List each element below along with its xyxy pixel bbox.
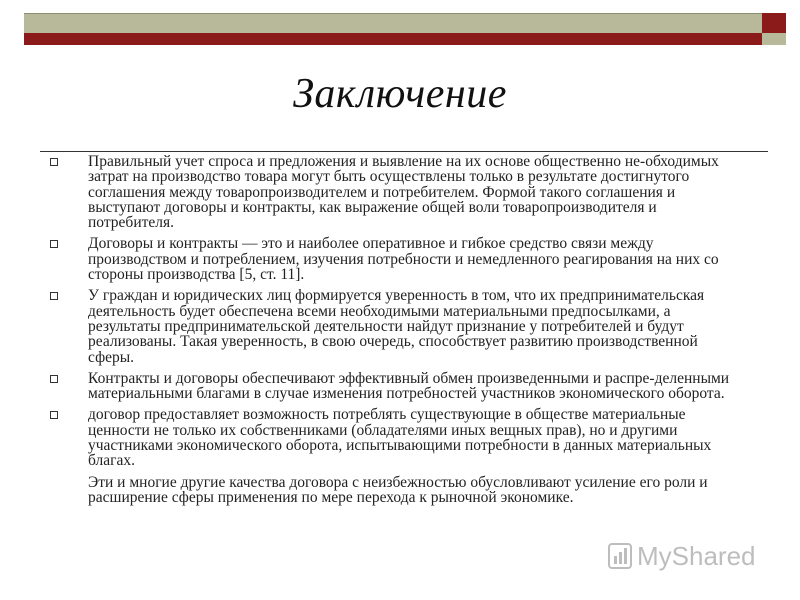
square-bullet-icon	[50, 375, 58, 383]
header-corner-light	[762, 33, 786, 45]
square-bullet-icon	[50, 411, 58, 419]
closing-note: Эти и многие другие качества договора с неизбежностью обусловливают усиление его роли и расширение сферы применения по мере перехода к рыночной экономике.	[88, 473, 708, 506]
bullet-item	[46, 371, 746, 402]
square-bullet-icon	[50, 158, 58, 166]
bullet-text: У граждан и юридических лиц формируется уверенность в том, что их предпринимательская деятельность будет обеспечена всеми необходимыми материальными предпосылками, а результаты предпринимательской деятельности найдут признание у потребителей и будут реализованы. Такая уверенность, в свою очередь, способствует развитию производственной сферы.	[88, 287, 705, 366]
myshared-logo-icon	[607, 542, 633, 570]
watermark-text: MyShared	[637, 540, 756, 571]
slide-body	[46, 154, 746, 505]
header-band-red	[24, 33, 762, 45]
bullet-item	[46, 236, 746, 282]
bullet-text: Правильный учет спроса и предложения и выявление на их основе общественно не-обходимых затрат на производство товара могут быть осуществлены только в результате достигнутого соглашения между товаропроизводителем и потребителем. Формой такого соглашения и выступают договоры и контракты, как выражение общей воли товаропроизводителя и потребителя.	[88, 153, 719, 232]
bullet-text: Договоры и контракты — это и наиболее оперативное и гибкое средство связи между производством и потреблением, изучения потребности и немедленного реагирования на них со стороны производства [5, ст. 11].	[88, 235, 719, 284]
slide-title: Заключение	[293, 71, 507, 117]
square-bullet-icon	[50, 292, 58, 300]
square-bullet-icon	[50, 240, 58, 248]
watermark	[607, 540, 756, 572]
title-divider	[40, 151, 768, 152]
bullet-item	[46, 407, 746, 468]
bullet-item	[46, 154, 746, 230]
bullet-text: договор предоставляет возможность потреблять существующие в обществе материальные ценности не только их собственниками (обладателями иных вещных прав), но и другими участниками экономического оборота, испытывающими потребности в данных материальных благах.	[88, 406, 712, 470]
bullet-item	[46, 288, 746, 364]
bullet-text: Контракты и договоры обеспечивают эффективный обмен произведенными и распре-деленными материальными благами в случае изменения потребностей участников экономического оборота.	[88, 369, 730, 403]
header-corner-dark	[762, 13, 786, 33]
header-band-olive	[24, 13, 762, 34]
